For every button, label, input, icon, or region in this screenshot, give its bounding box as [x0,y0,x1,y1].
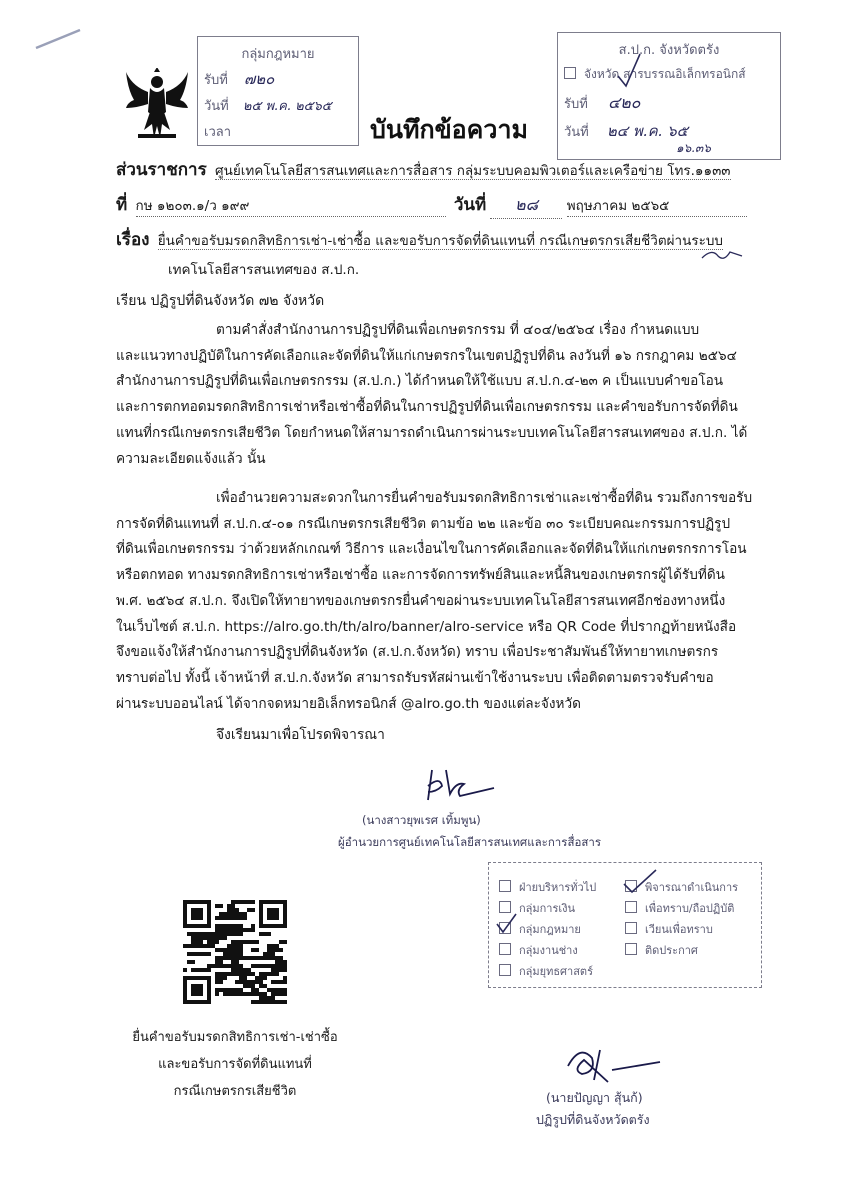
pen-flourish [700,244,746,264]
subject-label: เรื่อง [116,230,150,250]
stamp-province-date-value: ๒๔ พ.ค. ๖๕ [606,122,689,140]
paragraph-1-line: และการตกทอดมรดกสิทธิการเช่าหรือเช่าซื้อที่ดินในการปฏิรูปที่ดินเพื่อเกษตรกรรม และคำขอรับการจัดที่ดิน [116,399,738,416]
signature-2 [560,1040,664,1088]
qr-caption-line: และขอรับการจัดที่ดินแทนที่ [158,1057,312,1072]
subject-line2: เทคโนโลยีสารสนเทศของ ส.ป.ก. [168,262,360,278]
date-label: วันที่ [453,195,487,215]
agency-label: ส่วนราชการ [116,160,207,180]
routing-option-right: เพื่อทราบ/ถือปฏิบัติ [625,898,738,919]
checkbox-icon [499,964,511,976]
check-mark [620,868,660,896]
memo-title: บันทึกข้อความ [370,115,528,144]
routing-option-right: พิจารณาดำเนินการ [625,877,738,898]
closing: จึงเรียนมาเพื่อโปรดพิจารณา [216,727,385,743]
date-rest: พฤษภาคม ๒๕๖๕ [567,194,747,217]
check-mark [494,910,520,936]
paragraph-2-line: พ.ศ. ๒๕๖๔ ส.ป.ก. จึงเปิดให้ทายาทของเกษตรกรยื่นคำขอผ่านระบบเทคโนโลยีสารสนเทศอีกช่องทางหนึ่ง [116,592,726,609]
stamp-legal-time-label: เวลา [204,125,232,140]
stamp-province-received-value: ๔๒๐ [607,93,641,112]
stamp-legal-date-label: วันที่ [204,99,229,114]
stamp-legal-received-label: รับที่ [204,73,228,88]
checkbox-icon [625,943,637,955]
paragraph-2-line: ผ่านระบบออนไลน์ ได้จากจดหมายอิเล็กทรอนิกส์ @alro.go.th ของแต่ละจังหวัด [116,695,581,712]
qr-caption-line: กรณีเกษตรกรเสียชีวิต [173,1084,297,1099]
paragraph-2-line: หรือตกทอด ทางมรดกสิทธิการเช่าหรือเช่าซื้อ และการจัดการทรัพย์สินและหนี้สินของเกษตรกรผู้ได้รับที่ดิน [116,567,725,584]
paragraph-1-line: ตามคำสั่งสำนักงานการปฏิรูปที่ดินเพื่อเกษตรกรรม ที่ ๔๐๔/๒๕๖๔ เรื่อง กำหนดแบบ [216,322,700,338]
paragraph-1-line: ความละเอียดแจ้งแล้ว นั้น [116,450,266,467]
stamp-province-option: จังหวัด สารบรรณอิเล็กทรอนิกส์ [584,67,746,81]
stamp-legal-name: กลุ่มกฎหมาย [241,47,315,62]
salutation: เรียน ปฏิรูปที่ดินจังหวัด ๗๒ จังหวัด [116,293,325,309]
agency-value: ศูนย์เทคโนโลยีสารสนเทศและการสื่อสาร กลุ่มระบบคอมพิวเตอร์และเครือข่าย โทร.๑๑๓๓ [215,163,731,179]
paragraph-1-line: สำนักงานการปฏิรูปที่ดินเพื่อเกษตรกรรม (ส.ป.ก.) ได้กำหนดให้ใช้แบบ ส.ป.ก.๔-๒๓ ค เป็นแบบคำขอโอน [116,373,724,390]
signer-2-name: (นายปัญญา สุ้นก้) [546,1090,643,1105]
checkbox-icon [564,67,576,79]
paragraph-2-line: เพื่ออำนวยความสะดวกในการยื่นคำขอรับมรดกสิทธิการเช่าและเช่าซื้อที่ดิน รวมถึงการขอรับ [216,490,753,506]
routing-option-left: ฝ่ายบริหารทั่วไป [499,877,596,898]
signature-1 [416,764,500,808]
signer-1-name: (นางสาวยุพเรศ เทิ้มพูน) [362,813,481,827]
stamp-province-date-label: วันที่ [564,125,589,140]
paragraph-2-line: ที่ดินเพื่อเกษตรกรรม ว่าด้วยหลักเกณฑ์ วิธีการ และเงื่อนไขในการคัดเลือกและจัดที่ดินให้แก่เกษตรกรการโอน [116,541,747,558]
ref-label: ที่ [116,195,128,215]
subject-row [116,226,796,253]
routing-option-left: กลุ่มกฎหมาย [499,919,596,940]
checkbox-icon [499,943,511,955]
paragraph-1-line: และแนวทางปฏิบัติในการคัดเลือกและจัดที่ดินให้แก่เกษตรกรในเขตปฏิรูปที่ดิน ลงวันที่ ๑๖ กรกฎาคม ๒๕๖๔ [116,347,737,364]
routing-option-left: กลุ่มการเงิน [499,898,596,919]
subject-line1: ยื่นคำขอรับมรดกสิทธิการเช่า-เช่าซื้อ และขอรับการจัดที่ดินแทนที่ กรณีเกษตรกรเสียชีวิตผ่านระบบ [157,233,723,249]
paragraph-1-line: แทนที่กรณีเกษตรกรเสียชีวิต โดยกำหนดให้สามารถดำเนินการผ่านระบบเทคโนโลยีสารสนเทศของ ส.ป.ก. ได้ [116,424,748,441]
stamp-province-name: ส.ป.ก. จังหวัดตรัง [618,43,720,58]
check-mark [614,50,644,92]
agency-row [116,156,776,183]
paragraph-2-line: ทราบต่อไป ทั้งนี้ เจ้าหน้าที่ ส.ป.ก.จังหวัด สามารถรับรหัสผ่านเข้าใช้งานระบบ เพื่อติดตามตรวจรับคำขอ [116,669,714,686]
pen-mark [32,24,84,54]
paragraph-1 [116,318,772,472]
routing-option-right: เวียนเพื่อทราบ [625,919,738,940]
stamp-legal-received-value: ๗๒๐ [243,70,275,88]
qr-code[interactable] [183,900,287,1004]
stamp-province-time-value: ๑๖.๓๖ [676,141,711,155]
paragraph-2-line: ในเว็บไซต์ ส.ป.ก. https://alro.go.th/th/alro/banner/alro-service หรือ QR Code ที่ปรากฏท้ายหนังสือ [116,618,737,635]
stamp-legal-date-value: ๒๕ พ.ค. ๒๕๖๕ [242,99,332,114]
routing-option-left: กลุ่มยุทธศาสตร์ [499,961,596,982]
routing-option-left: กลุ่มงานช่าง [499,940,596,961]
ref-row [116,191,776,219]
stamp-province-received-label: รับที่ [564,97,588,112]
received-stamp-province [557,32,781,160]
qr-caption-line: ยื่นคำขอรับมรดกสิทธิการเช่า-เช่าซื้อ [132,1030,338,1045]
signer-2-position: ปฏิรูปที่ดินจังหวัดตรัง [536,1112,650,1127]
paragraph-2-line: การจัดที่ดินแทนที่ ส.ป.ก.๔-๐๑ กรณีเกษตรกรเสียชีวิต ตามข้อ ๒๒ และข้อ ๓๐ ระเบียบคณะกรรมการปฏิรูป [116,515,731,532]
checkbox-icon [625,922,637,934]
paragraph-2 [116,486,772,717]
garuda-emblem [124,68,190,142]
routing-option-right: ติดประกาศ [625,940,738,961]
date-day: ๒๘ [490,193,562,219]
paragraph-2-line: จึงขอแจ้งให้สำนักงานการปฏิรูปที่ดินจังหวัด (ส.ป.ก.จังหวัด) ทราบ เพื่อประชาสัมพันธ์ให้ทายาทเกษตรกร [116,644,719,661]
received-stamp-legal [197,36,359,146]
qr-caption [110,1024,360,1105]
checkbox-icon [625,901,637,913]
signer-1-position: ผู้อำนวยการศูนย์เทคโนโลยีสารสนเทศและการสื่อสาร [338,835,602,849]
ref-value: กษ ๑๒๐๓.๑/ว ๑๙๙ [136,194,446,217]
checkbox-icon [499,880,511,892]
